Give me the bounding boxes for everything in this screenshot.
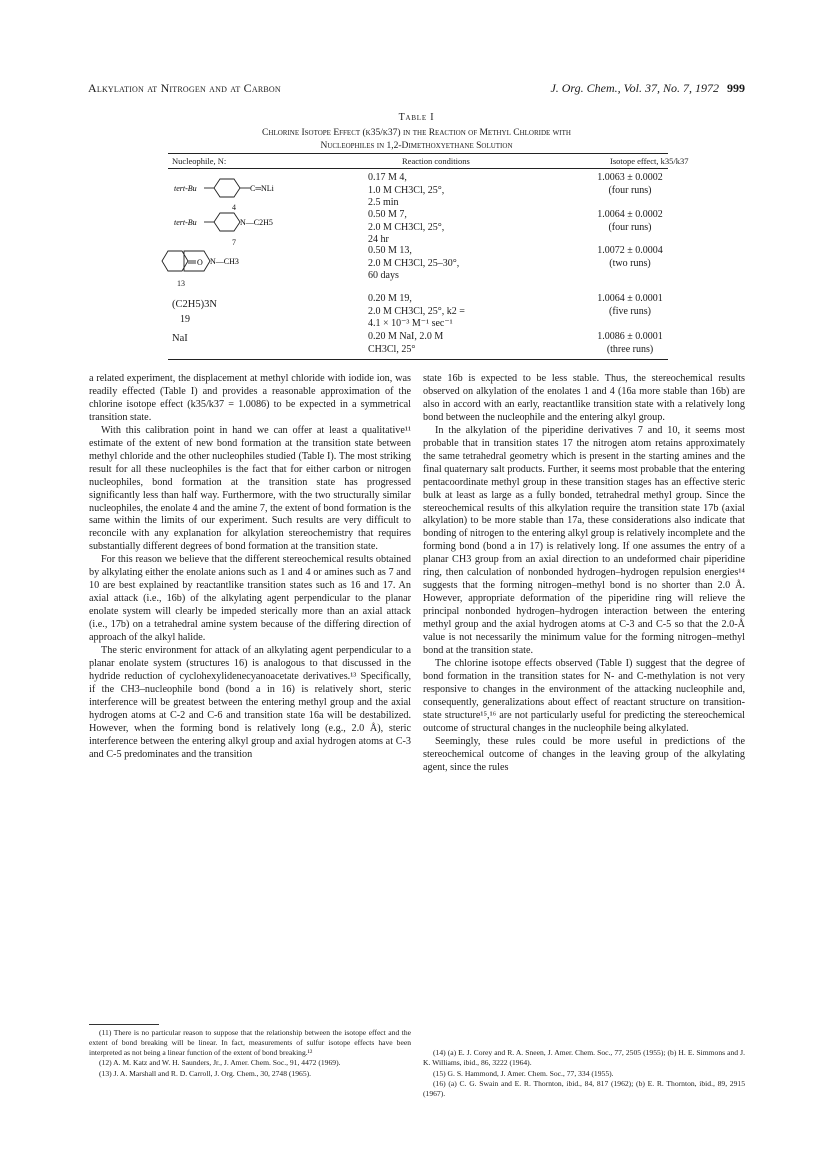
page-number: 999	[727, 81, 745, 95]
conditions-row-2	[368, 209, 558, 247]
structure-compound-13	[160, 247, 340, 277]
isotope-effect-value: 1.0064 ± 0.0002	[597, 209, 663, 220]
condition-line: 0.50 M 13,	[368, 245, 412, 256]
isotope-effect-value: 1.0086 ± 0.0001	[597, 331, 663, 342]
body-column-left	[89, 373, 411, 762]
column-header-isotope-effect: Isotope effect, k35/k37	[610, 156, 689, 166]
footnote-rule-left	[89, 1024, 159, 1025]
conditions-row-4	[368, 293, 558, 331]
journal-name: J. Org. Chem., Vol. 37, No. 7, 1972	[550, 81, 719, 95]
paragraph: In the alkylation of the piperidine derivatives 7 and 10, it seems most probable that in transition states 17 the nitrogen atom retains approximately the same tetrahedral geometry which is present in the starting amines and the final quaternary salt products. Further, it seems most probable that the entering pentacoordinate methyl group in these transition stages has an effective steric bulk at least as large as a fully bonded, tetrahedral methyl group. Since the stereochemical results of this alkylation require the transition state 17b (axial alkylation) to be more stable than 17a, these considerations also indicate that bonding of nitrogen to the entering alkyl group is relatively incomplete and the forming bond (bond a in 17) is relatively long. If one assumes the entry of a planar CH3 group from an axial direction to an undeformed chair piperidine ring, then calculation of nonbonded hydrogen–hydrogen repulsion energies¹⁴ suggests that the forming nitrogen–methyl bond is no shorter than 2.0 Å. However, appropriate deformation of the piperidine ring will relieve the principal nonbonded hydrogen–hydrogen interaction between the entering methyl group and the axial hydrogen atoms at C-3 and C-5 so that the 2.0-Å value is not necessarily the minimum value for the forming nitrogen–methyl bond at the transition state.	[423, 424, 745, 657]
condition-line: 0.20 M NaI, 2.0 M	[368, 331, 444, 342]
structure-compound-4	[160, 174, 340, 204]
condition-line: 0.17 M 4,	[368, 172, 407, 183]
sodium-iodide-formula: NaI	[172, 333, 188, 344]
table-top-rule	[168, 153, 668, 154]
structure-compound-7	[160, 208, 340, 238]
isotope-effect-row-1	[590, 172, 670, 197]
conditions-row-5	[368, 331, 558, 356]
struct-label-tert-bu: tert-Bu	[174, 184, 197, 193]
paragraph: a related experiment, the displacement at methyl chloride with iodide ion, was readily effected (Table I) and provides a reasonable approximation of the chlorine isotope effect (k35/k37 = 1.0086) to be expected in a symmetrical transition state.	[89, 373, 411, 423]
condition-line: 0.20 M 19,	[368, 293, 412, 304]
paragraph: For this reason we believe that the different stereochemical results obtained by alkylating either the enolate anions such as 1 and 4 or amines such as 7 and 10 are best explained by reactantlike transition states such as 16 and 17. An axial attack (i.e., 16b) of the alkylating agent perpendicular to the planar enolate system will clearly be impeded sterically more than an axial attack (i.e., 17b) on a tetrahedral amine system because of the differing direction of approach of the alkyl halide.	[89, 554, 411, 644]
isotope-effect-row-2	[590, 209, 670, 234]
paragraph: Seemingly, these rules could be more useful in predictions of the stereochemical outcome of changes in the leaving group of the alkylating agent, since the rules	[423, 735, 745, 773]
footnote: (16) (a) C. G. Swain and E. R. Thornton, ibid., 84, 817 (1962); (b) E. R. Thornton, ibid., 89, 2915 (1967).	[423, 1079, 745, 1099]
condition-line: 24 hr	[368, 234, 389, 245]
condition-line: 4.1 × 10⁻³ M⁻¹ sec⁻¹	[368, 318, 453, 329]
run-count: (five runs)	[609, 305, 651, 317]
condition-line: 1.0 M CH3Cl, 25°,	[368, 184, 445, 196]
table-bottom-rule	[168, 359, 668, 360]
compound-number: 4	[232, 203, 236, 212]
run-count: (three runs)	[606, 343, 654, 355]
condition-line: 2.0 M CH3Cl, 25°,	[368, 221, 445, 233]
struct-label-oxygen: O	[197, 258, 203, 267]
running-head	[88, 80, 745, 96]
article-title: Alkylation at Nitrogen and at Carbon	[88, 81, 281, 95]
footnote: (12) A. M. Katz and W. H. Saunders, Jr., J. Amer. Chem. Soc., 91, 4472 (1969).	[99, 1058, 341, 1068]
isotope-effect-row-4	[590, 293, 670, 318]
paragraph: With this calibration point in hand we can offer at least a qualitative¹¹ estimate of the extent of new bond formation at the transition state between methyl chloride and the other nucleophiles studied (Table I). The most striking result for all these nucleophiles is the fact that for either carbon or nitrogen nucleophiles, bond formation at the transition state has progressed significantly less than half way. Furthermore, with the two structurally similar nucleophiles, the enolate 4 and the amine 7, the extent of bond formation is the same within the limits of our experiment. Such results are very difficult to reconcile with any explanation for alkylation stereochemistry that requires substantially different degrees of bond formation at the transition state.	[89, 424, 411, 553]
footnotes-left	[89, 1028, 411, 1080]
conditions-row-1	[368, 172, 558, 210]
triethylamine-formula: (C2H5)3N	[172, 299, 217, 310]
column-header-conditions: Reaction conditions	[402, 156, 470, 166]
paragraph: state 16b is expected to be less stable. Thus, the stereochemical results observed on alkylation of the enolates 1 and 4 (16a more stable than 16b) are also in accord with an early, reactantlike transition state with a relatively long bond between the nucleophile and the entering alkyl group.	[423, 373, 745, 423]
compound-number: 7	[232, 238, 236, 247]
table-caption	[150, 127, 683, 153]
isotope-effect-value: 1.0063 ± 0.0002	[597, 172, 663, 183]
body-column-right	[423, 373, 745, 775]
condition-line: 60 days	[368, 270, 399, 281]
condition-line: 0.50 M 7,	[368, 209, 407, 220]
struct-label-nch3: N—CH3	[210, 257, 239, 266]
condition-line: 2.0 M CH3Cl, 25°, k2 =	[368, 305, 465, 317]
table-caption-line-2: Nucleophiles in 1,2-Dimethoxyethane Solution	[320, 141, 513, 151]
struct-label-tert-bu: tert-Bu	[174, 218, 197, 227]
isotope-effect-value: 1.0072 ± 0.0004	[597, 245, 663, 256]
isotope-effect-value: 1.0064 ± 0.0001	[597, 293, 663, 304]
table-header-rule	[168, 168, 668, 169]
isotope-effect-row-3	[590, 245, 670, 270]
compound-number: 19	[180, 314, 190, 325]
journal-citation	[550, 80, 745, 96]
footnote: (11) There is no particular reason to suppose that the relationship between the isotope effect and the extent of bond breaking will be linear. In fact, measurements of sulfur isotope effects have been interpreted as not being a linear function of the extent of bond breaking.¹²	[89, 1028, 411, 1057]
footnote: (15) G. S. Hammond, J. Amer. Chem. Soc., 77, 334 (1955).	[433, 1068, 614, 1078]
run-count: (two runs)	[609, 257, 651, 269]
footnote: (13) J. A. Marshall and R. D. Carroll, J. Org. Chem., 30, 2748 (1965).	[99, 1069, 312, 1079]
footnotes-right	[423, 1048, 745, 1100]
condition-line: 2.5 min	[368, 197, 399, 208]
conditions-row-3	[368, 245, 558, 283]
run-count: (four runs)	[608, 221, 652, 233]
column-header-nucleophile: Nucleophile, N:	[172, 156, 227, 166]
run-count: (four runs)	[608, 184, 652, 196]
condition-line: CH3Cl, 25°	[368, 343, 416, 355]
footnote: (14) (a) E. J. Corey and R. A. Sneen, J. Amer. Chem. Soc., 77, 2505 (1955); (b) H. E. Simmons and J. K. Williams, ibid., 86, 3222 (1964).	[423, 1048, 745, 1067]
table-caption-line-1: Chlorine Isotope Effect (k35/k37) in the Reaction of Methyl Chloride with	[262, 128, 571, 138]
paragraph: The steric environment for attack of an alkylating agent perpendicular to a planar enolate system (structures 16) is analogous to that discussed in the hydride reduction of cyclohexylidenecyanoacetate derivatives.¹³ Specifically, if the CH3–nucleophile bond (bond a in 16) is relatively short, steric interference will be greatest between the entering methyl group and the axial hydrogen atoms at C-2 and C-6 and transition state 16a will be destabilized. However, when the forming bond is relatively long (e.g., 2.0 Å), steric interference between the entering alkyl group and axial hydrogen atoms at C-3 and C-5 predominates and the transition	[89, 645, 411, 760]
struct-label-nc2h5: N—C2H5	[240, 218, 273, 227]
isotope-effect-row-5	[590, 331, 670, 356]
paragraph: The chlorine isotope effects observed (Table I) suggest that the degree of bond formation in the transition states for N- and C-methylation is not very responsive to changes in the environment of the attacking nucleophile and, consequently, generalizations about effect of reactant structure on transition-state structure¹⁵,¹⁶ are not particularly useful for predicting the stereochemical outcome of structural changes in the nucleophile being alkylated.	[423, 657, 745, 734]
struct-label-cnli: C═NLi	[250, 184, 274, 193]
condition-line: 2.0 M CH3Cl, 25–30°,	[368, 257, 460, 269]
compound-number: 13	[177, 279, 185, 288]
table-label: Table I	[398, 112, 435, 123]
